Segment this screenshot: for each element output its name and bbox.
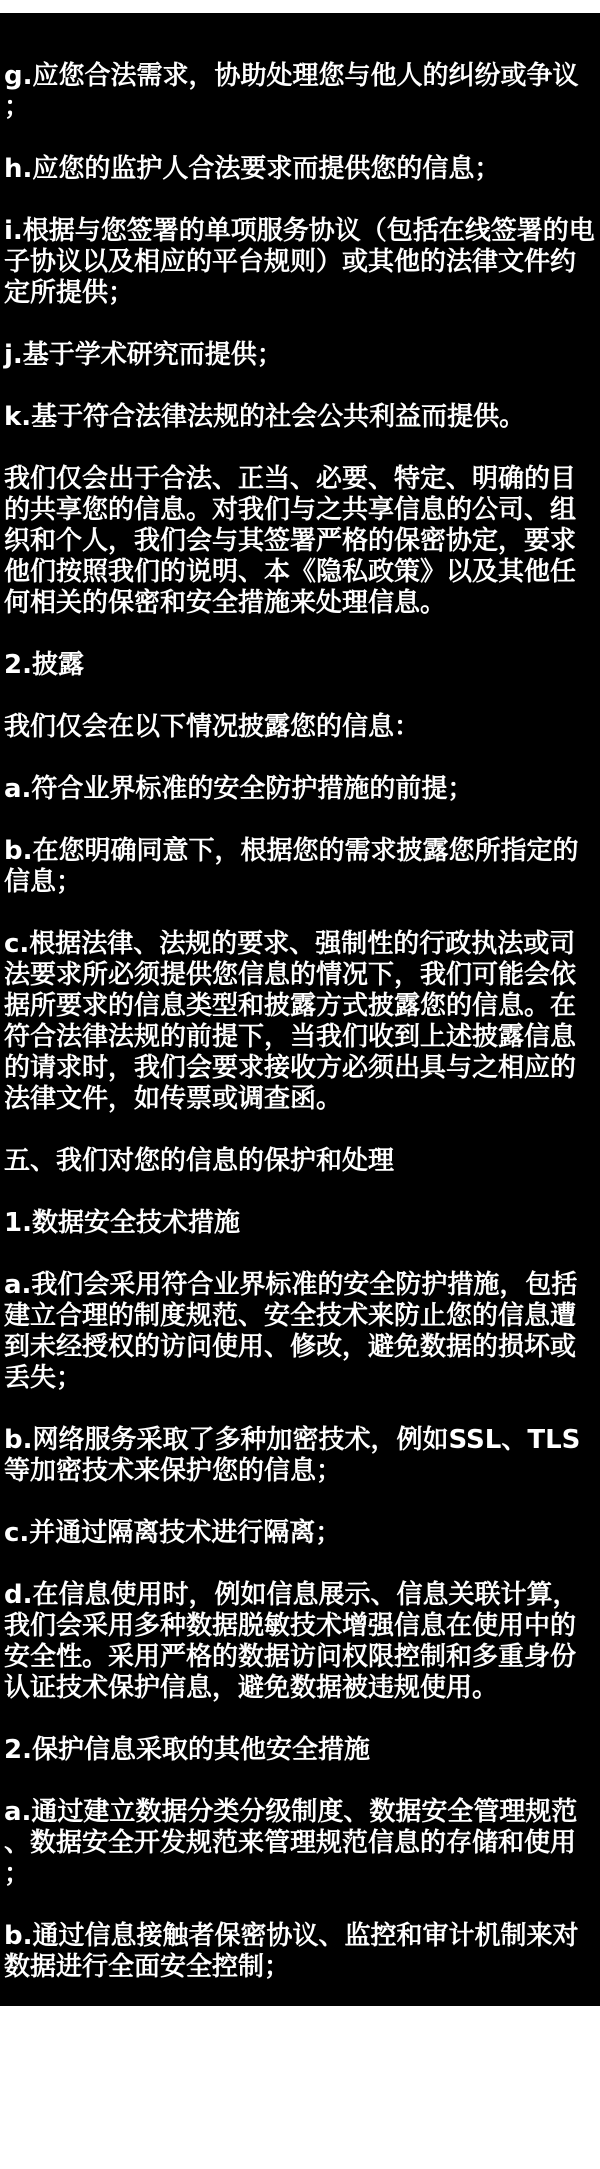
policy-paragraph: c.根据法律、法规的要求、强制性的行政执法或司法要求所必须提供您信息的情况下，我们可能会依据所要求的信息类型和披露方式披露您的信息。在符合法律法规的前提下，当我们收到上述披露信息的请求时，我们会要求接收方必须出具与之相应的法律文件，如传票或调查函。 bbox=[4, 929, 577, 1114]
policy-paragraph: b.通过信息接触者保密协议、监控和审计机制来对数据进行全面安全控制； bbox=[4, 1921, 579, 1982]
policy-paragraph: a.符合业界标准的安全防护措施的前提； bbox=[4, 774, 474, 804]
policy-paragraph: 五、我们对您的信息的保护和处理 bbox=[4, 1146, 395, 1176]
policy-paragraph: j.基于学术研究而提供； bbox=[4, 340, 283, 370]
privacy-policy-text bbox=[0, 13, 600, 2168]
policy-paragraph: d.在信息使用时，例如信息展示、信息关联计算，我们会采用多种数据脱敏技术增强信息在使用中的安全性。采用严格的数据访问权限控制和多重身份认证技术保护信息，避免数据被违规使用。 bbox=[4, 1580, 579, 1703]
policy-paragraph: i.根据与您签署的单项服务协议（包括在线签署的电子协议以及相应的平台规则）或其他的法律文件约定所提供； bbox=[4, 216, 595, 308]
policy-paragraph: 1.数据安全技术措施 bbox=[4, 1208, 240, 1238]
policy-paragraph: h.应您的监护人合法要求而提供您的信息； bbox=[4, 154, 501, 184]
policy-paragraph: b.网络服务采取了多种加密技术，例如SSL、TLS等加密技术来保护您的信息； bbox=[4, 1425, 581, 1486]
policy-paragraph: a.通过建立数据分类分级制度、数据安全管理规范、数据安全开发规范来管理规范信息的存储和使用； bbox=[4, 1797, 578, 1889]
policy-paragraph: 2.保护信息采取的其他安全措施 bbox=[4, 1735, 370, 1765]
policy-paragraph: 我们仅会在以下情况披露您的信息： bbox=[4, 712, 421, 742]
policy-paragraph: b.在您明确同意下，根据您的需求披露您所指定的信息； bbox=[4, 836, 579, 897]
policy-paragraph: k.基于符合法律法规的社会公共利益而提供。 bbox=[4, 402, 526, 432]
policy-paragraph: a.我们会采用符合业界标准的安全防护措施，包括建立合理的制度规范、安全技术来防止您的信息遭到未经授权的访问使用、修改，避免数据的损坏或丢失； bbox=[4, 1270, 578, 1393]
policy-paragraph: 我们仅会出于合法、正当、必要、特定、明确的目的共享您的信息。对我们与之共享信息的公司、组织和个人，我们会与其签署严格的保密协定，要求他们按照我们的说明、本《隐私政策》以及其他任何相关的保密和安全措施来处理信息。 bbox=[4, 464, 577, 618]
policy-paragraph: g.应您合法需求，协助处理您与他人的纠纷或争议； bbox=[4, 61, 579, 122]
policy-paragraph: c.并通过隔离技术进行隔离； bbox=[4, 1518, 342, 1548]
policy-paragraph: 2.披露 bbox=[4, 650, 84, 680]
policy-paragraph: c.加强安全意识。我们还会举办安全和隐私保护培训课程，加强员工对于信息保护重要性的认识。 bbox=[4, 2014, 576, 2075]
policy-paragraph: 3.仅允许必要人员知晓这些信息，并保证知晓人员不记录、保存。 bbox=[4, 2107, 578, 2168]
